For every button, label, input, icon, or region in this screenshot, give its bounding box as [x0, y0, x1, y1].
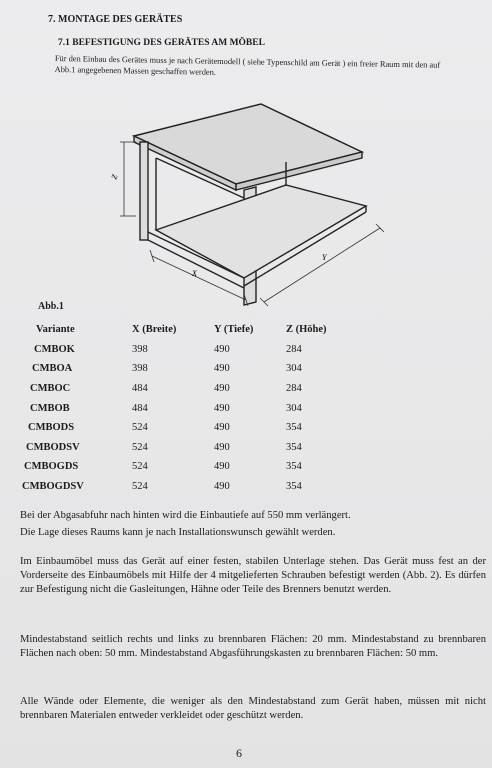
header-variante: Variante [36, 324, 75, 336]
table-row [20, 340, 366, 360]
cell-z: 284 [286, 343, 302, 355]
table-row [20, 379, 366, 399]
cell-z: 284 [286, 383, 302, 395]
cell-x: 398 [132, 343, 148, 355]
figure-caption: Abb.1 [38, 301, 64, 312]
installation-diagram [96, 80, 386, 310]
cell-variant: CMBOA [32, 363, 73, 375]
label-y: Y [322, 253, 327, 262]
header-y: Y (Tiefe) [214, 324, 254, 336]
cell-z: 304 [286, 363, 302, 375]
section-heading: 7. MONTAGE DES GERÄTES [48, 14, 183, 25]
cell-variant: CMBOB [30, 402, 70, 414]
paragraph-mounting: Im Einbaumöbel muss das Gerät auf einer festen, stabilen Unterlage stehen. Das Gerät muss fest an der Vorderseite des Einbaumöbels mit Hilfe der 4 mitgelieferten Schrauben befestigt werden (Abb. 2). Es dürfen zur Befestigung nicht die Gasleitungen, Hähne oder Teile des Brenners benutzt werden. [20, 556, 486, 595]
table-row [20, 398, 366, 418]
cell-z: 354 [286, 481, 302, 493]
cell-x: 484 [132, 402, 148, 414]
table-row [20, 457, 366, 477]
cell-y: 490 [214, 422, 230, 434]
cell-y: 490 [214, 402, 230, 414]
top-plate [134, 104, 362, 184]
cell-z: 354 [286, 461, 302, 473]
table-row [20, 418, 366, 438]
cell-variant: CMBOGDS [24, 461, 79, 473]
paragraph-clearance: Mindestabstand seitlich rechts und links zu brennbaren Flächen: 20 mm. Mindestabstand zu brennbaren Flächen nach oben: 50 mm. Mindestabstand Abgasführungskasten zu brennbaren Flächen: 50 mm. [20, 634, 486, 659]
paragraph-position: Die Lage dieses Raums kann je nach Installationswunsch gewählt werden. [20, 527, 336, 538]
cell-x: 484 [132, 383, 148, 395]
cell-y: 490 [214, 441, 230, 453]
paragraph-walls: Alle Wände oder Elemente, die weniger als den Mindestabstand zum Gerät haben, müssen mit nicht brennbaren Materialen entweder verkleidet oder geschützt werden. [20, 696, 486, 721]
dimensions-table [20, 320, 366, 496]
cell-y: 490 [214, 481, 230, 493]
cell-y: 490 [214, 343, 230, 355]
cell-y: 490 [214, 461, 230, 473]
table-row [20, 477, 366, 497]
cell-x: 524 [132, 481, 148, 493]
cell-variant: CMBODSV [26, 441, 80, 453]
cell-variant: CMBOC [30, 383, 71, 395]
cell-x: 524 [132, 441, 148, 453]
cell-y: 490 [214, 363, 230, 375]
cell-x: 398 [132, 363, 148, 375]
cell-y: 490 [214, 383, 230, 395]
subsection-heading: 7.1 BEFESTIGUNG DES GERÄTES AM MÖBEL [58, 38, 265, 48]
cell-x: 524 [132, 422, 148, 434]
intro-paragraph: Für den Einbau des Gerätes muss je nach Gerätemodell ( siehe Typenschild am Gerät ) ein freier Raum mit den auf Abb.1 angegebenen Massen geschaffen werden. [54, 53, 441, 77]
table-row [20, 438, 366, 458]
cell-x: 524 [132, 461, 148, 473]
front-left-post [140, 142, 148, 240]
cell-variant: CMBODS [28, 422, 75, 434]
label-z: Z [109, 173, 120, 181]
page-number: 6 [236, 746, 242, 760]
header-x: X (Breite) [132, 324, 177, 336]
paragraph-exhaust: Bei der Abgasabfuhr nach hinten wird die Einbautiefe auf 550 mm verlängert. [20, 510, 351, 521]
table-row [20, 359, 366, 379]
cell-variant: CMBOK [34, 343, 75, 355]
table-header-row [20, 320, 366, 340]
cell-variant: CMBOGDSV [22, 481, 84, 493]
label-x: X [192, 269, 197, 278]
cell-z: 304 [286, 402, 302, 414]
cell-z: 354 [286, 422, 302, 434]
cell-z: 354 [286, 441, 302, 453]
header-z: Z (Höhe) [286, 324, 327, 336]
